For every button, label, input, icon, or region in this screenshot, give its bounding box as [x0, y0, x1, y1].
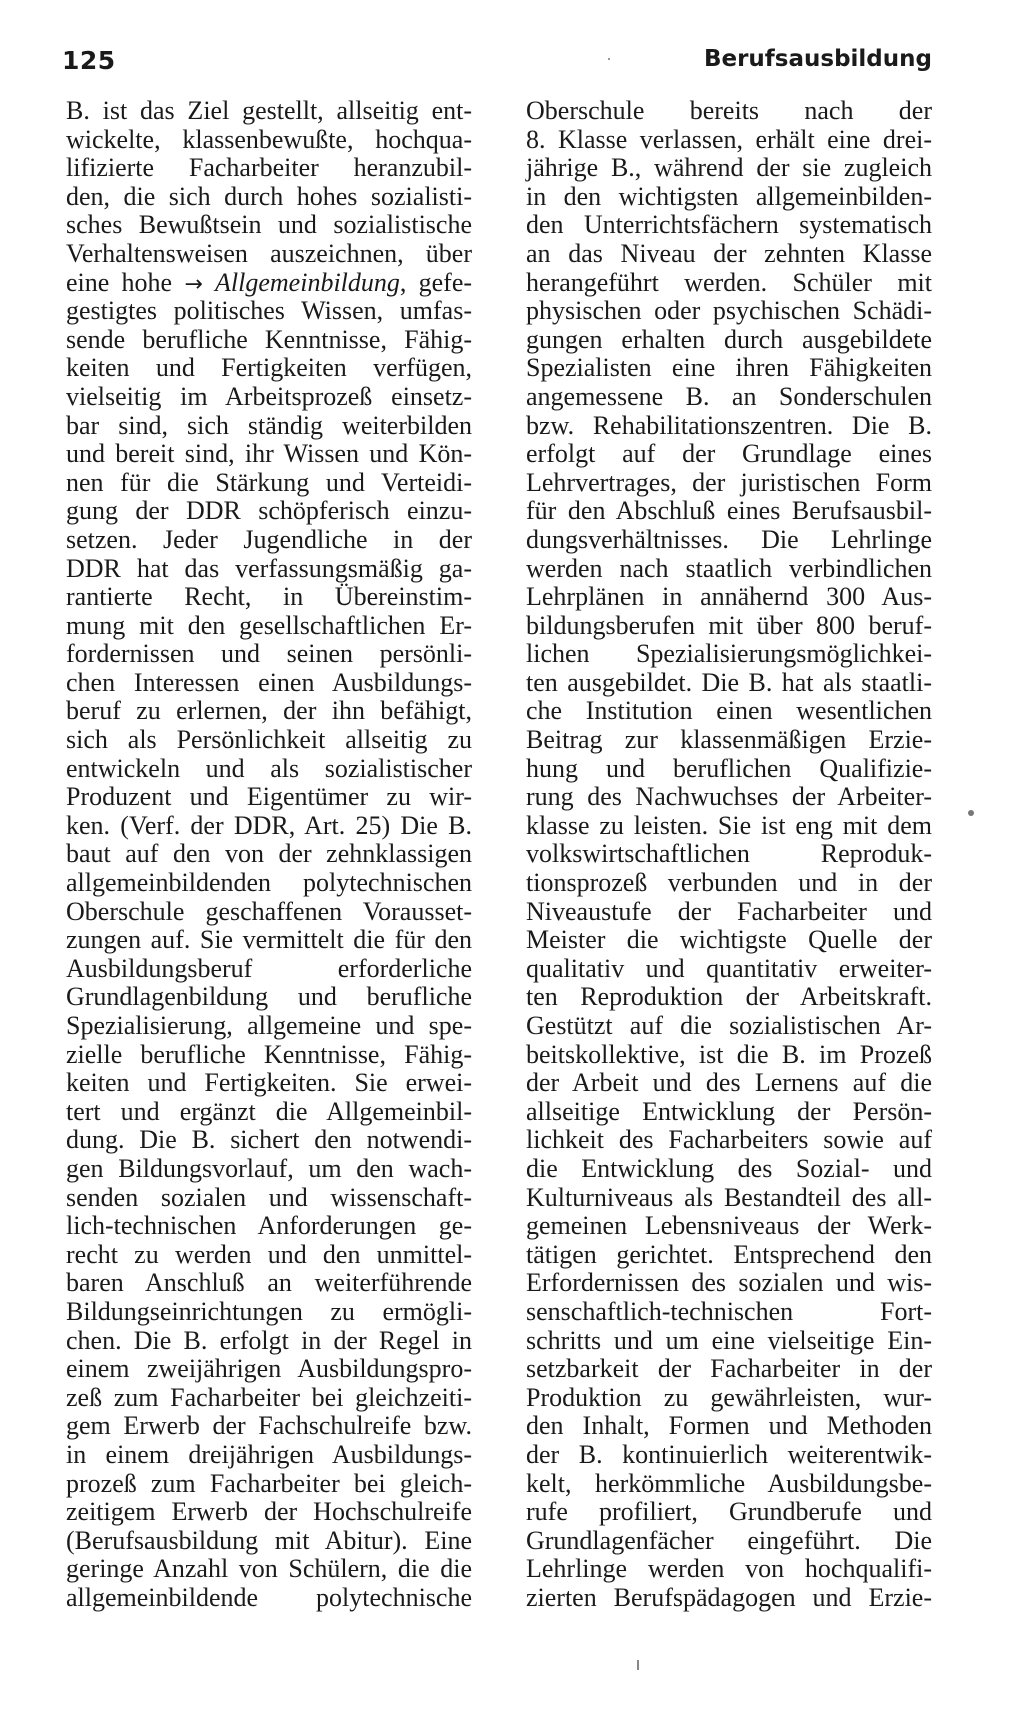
text-line: senschaftlich-technischen Fort- — [526, 1296, 932, 1326]
text-line: erfolgt auf der Grundlage eines — [526, 439, 932, 469]
text-line: Grundlagenbildung und berufliche — [66, 982, 472, 1012]
text-line: Produktion zu gewährleisten, wur- — [526, 1382, 932, 1412]
text-line: senden sozialen und wissenschaft- — [66, 1182, 472, 1212]
text-line: lifizierte Facharbeiter heranzubil- — [66, 153, 472, 183]
text-line: bzw. Rehabilitationszentren. Die B. — [526, 410, 932, 440]
text-line: rantierte Recht, in Übereinstim- — [66, 582, 472, 612]
text-line: der Arbeit und des Lernens auf die — [526, 1068, 932, 1098]
text-line: setzen. Jeder Jugendliche in der — [66, 524, 472, 554]
text-line: Gestützt auf die sozialistischen Ar- — [526, 1011, 932, 1040]
text-line: angemessene B. an Sonderschulen — [526, 381, 932, 411]
line-prefix: eine hohe — [66, 267, 173, 297]
text-line: Bildungseinrichtungen zu ermögli- — [66, 1296, 472, 1326]
cross-reference-term[interactable]: Allgemeinbildung — [215, 267, 400, 297]
text-line: gemeinen Lebensniveaus der Werk- — [526, 1211, 932, 1241]
text-line: Oberschule bereits nach der — [526, 96, 932, 125]
text-line: physischen oder psychischen Schädi- — [526, 296, 932, 326]
text-line: zierten Berufspädagogen und Erzie- — [526, 1582, 932, 1612]
text-line: zeitigem Erwerb der Hochschulreife — [66, 1497, 472, 1527]
text-line: lichen Spezialisierungsmöglichkei- — [526, 639, 932, 669]
text-line: werden nach staatlich verbindlichen — [526, 553, 932, 583]
text-line: Lehrplänen in annähernd 300 Aus- — [526, 582, 932, 612]
text-line: tert und ergänzt die Allgemeinbil- — [66, 1096, 472, 1126]
text-line: allgemeinbildenden polytechnischen — [66, 868, 472, 898]
text-line: geringe Anzahl von Schülern, die die — [66, 1554, 472, 1584]
text-line: bildungsberufen mit über 800 beruf- — [526, 610, 932, 640]
text-line: Niveaustufe der Facharbeiter und — [526, 896, 932, 926]
text-line: Spezialisierung, allgemeine und spe- — [66, 1011, 472, 1040]
text-line: gen Bildungsvorlauf, um den wach- — [66, 1153, 472, 1183]
text-line: und bereit sind, ihr Wissen und Kön- — [66, 439, 472, 469]
text-line: Lehrlinge werden von hochqualifi- — [526, 1554, 932, 1584]
text-line: DDR hat das verfassungsmäßig ga- — [66, 553, 472, 583]
text-line: ten Reproduktion der Arbeitskraft. — [526, 982, 932, 1012]
running-head: Berufsausbildung — [703, 46, 932, 72]
right-column — [526, 97, 932, 1612]
text-line: Spezialisten eine ihren Fähigkeiten — [526, 353, 932, 383]
text-line: in den wichtigsten allgemeinbilden- — [526, 181, 932, 211]
text-line: (Berufsausbildung mit Abitur). Eine — [66, 1525, 472, 1555]
text-line: Meister die wichtigste Quelle der — [526, 925, 932, 955]
text-line: lich-technischen Anforderungen ge- — [66, 1211, 472, 1241]
text-line: che Institution einen wesentlichen — [526, 696, 932, 726]
text-line: zungen auf. Sie vermittelt die für den — [66, 925, 472, 955]
text-line: wickelte, klassenbewußte, hochqua- — [66, 124, 472, 154]
text-line: prozeß zum Facharbeiter bei gleich- — [66, 1468, 472, 1498]
text-line: recht zu werden und den unmittel- — [66, 1239, 472, 1269]
text-line: Produzent und Eigentümer zu wir- — [66, 782, 472, 812]
text-line: rung des Nachwuchses der Arbeiter- — [526, 782, 932, 812]
text-line: tionsprozeß verbunden und in der — [526, 868, 932, 898]
text-line: in einem dreijährigen Ausbildungs- — [66, 1439, 472, 1469]
text-line: den Unterrichtsfächern systematisch — [526, 210, 932, 240]
text-line: gungen erhalten durch ausgebildete — [526, 324, 932, 354]
text-line: keiten und Fertigkeiten. Sie erwei- — [66, 1068, 472, 1098]
text-line: chen. Die B. erfolgt in der Regel in — [66, 1325, 472, 1355]
text-line: sches Bewußtsein und sozialistische — [66, 210, 472, 240]
text-line: Oberschule geschaffenen Vorausset- — [66, 896, 472, 926]
text-line: hung und beruflichen Qualifizie- — [526, 753, 932, 783]
text-line: allseitige Entwicklung der Persön- — [526, 1096, 932, 1126]
text-line: setzbarkeit der Facharbeiter in der — [526, 1354, 932, 1384]
scan-mark — [637, 1660, 639, 1670]
text-line: baren Anschluß an weiterführende — [66, 1268, 472, 1298]
text-line: beruf zu erlernen, der ihn befähigt, — [66, 696, 472, 726]
text-line: der B. kontinuierlich weiterentwik- — [526, 1439, 932, 1469]
text-line: gung der DDR schöpferisch einzu- — [66, 496, 472, 526]
text-line: ten ausgebildet. Die B. hat als staatli- — [526, 667, 932, 697]
text-line: zielle berufliche Kenntnisse, Fähig- — [66, 1039, 472, 1069]
text-line: Kulturniveaus als Bestandteil des all- — [526, 1182, 932, 1212]
text-line: Ausbildungsberuf erforderliche — [66, 953, 472, 983]
line-suffix: , gefe- — [399, 267, 473, 297]
text-line: den, die sich durch hohes sozialisti- — [66, 181, 472, 211]
text-line: qualitativ und quantitativ erweiter- — [526, 953, 932, 983]
text-line: für den Abschluß eines Berufsausbil- — [526, 496, 932, 526]
text-line: gestigtes politisches Wissen, umfas- — [66, 296, 472, 326]
margin-dot — [968, 810, 974, 816]
text-line: dung. Die B. sichert den notwendi- — [66, 1125, 472, 1155]
text-line: herangeführt werden. Schüler mit — [526, 267, 932, 297]
text-line: schritts und um eine vielseitige Ein- — [526, 1325, 932, 1355]
text-line — [66, 269, 472, 298]
text-line: rufe profiliert, Grundberufe und — [526, 1497, 932, 1527]
text-line: kelt, herkömmliche Ausbildungsbe- — [526, 1468, 932, 1498]
text-line: klasse zu leisten. Sie ist eng mit dem — [526, 810, 932, 840]
text-line: entwickeln und als sozialistischer — [66, 753, 472, 783]
text-line: nen für die Stärkung und Verteidi- — [66, 467, 472, 497]
left-column — [66, 97, 472, 1612]
text-line: Erfordernissen des sozialen und wis- — [526, 1268, 932, 1298]
text-line: tätigen gerichtet. Entsprechend den — [526, 1239, 932, 1269]
text-line: den Inhalt, Formen und Methoden — [526, 1411, 932, 1441]
text-line: die Entwicklung des Sozial- und — [526, 1153, 932, 1183]
text-line: Beitrag zur klassenmäßigen Erzie- — [526, 725, 932, 755]
text-line: mung mit den gesellschaftlichen Er- — [66, 610, 472, 640]
text-line: 8. Klasse verlassen, erhält eine drei- — [526, 124, 932, 154]
scan-speck — [608, 58, 610, 60]
text-line: vielseitig im Arbeitsprozeß einsetz- — [66, 381, 472, 411]
text-line: Lehrvertrages, der juristischen Form — [526, 467, 932, 497]
text-line: B. ist das Ziel gestellt, allseitig ent- — [66, 96, 472, 125]
text-line: allgemeinbildende polytechnische — [66, 1582, 472, 1612]
text-line: sende berufliche Kenntnisse, Fähig- — [66, 324, 472, 354]
text-line: volkswirtschaftlichen Reproduk- — [526, 839, 932, 869]
text-line: zeß zum Facharbeiter bei gleichzeiti- — [66, 1382, 472, 1412]
page-number: 125 — [62, 46, 116, 75]
text-line: lichkeit des Facharbeiters sowie auf — [526, 1125, 932, 1155]
text-line: ken. (Verf. der DDR, Art. 25) Die B. — [66, 810, 472, 840]
text-line: beitskollektive, ist die B. im Prozeß — [526, 1039, 932, 1069]
text-line: jährige B., während der sie zugleich — [526, 153, 932, 183]
text-line: fordernissen und seinen persönli- — [66, 639, 472, 669]
cross-reference-arrow-icon: → — [184, 271, 203, 297]
text-line: keiten und Fertigkeiten verfügen, — [66, 353, 472, 383]
text-line: bar sind, sich ständig weiterbilden — [66, 410, 472, 440]
text-line: an das Niveau der zehnten Klasse — [526, 238, 932, 268]
text-line: Grundlagenfächer eingeführt. Die — [526, 1525, 932, 1555]
text-line: Verhaltensweisen auszeichnen, über — [66, 238, 472, 268]
text-line: gem Erwerb der Fachschulreife bzw. — [66, 1411, 472, 1441]
text-line: sich als Persönlichkeit allseitig zu — [66, 725, 472, 755]
text-line: chen Interessen einen Ausbildungs- — [66, 667, 472, 697]
text-line: einem zweijährigen Ausbildungspro- — [66, 1354, 472, 1384]
text-line: dungsverhältnisses. Die Lehrlinge — [526, 524, 932, 554]
text-line: baut auf den von der zehnklassigen — [66, 839, 472, 869]
